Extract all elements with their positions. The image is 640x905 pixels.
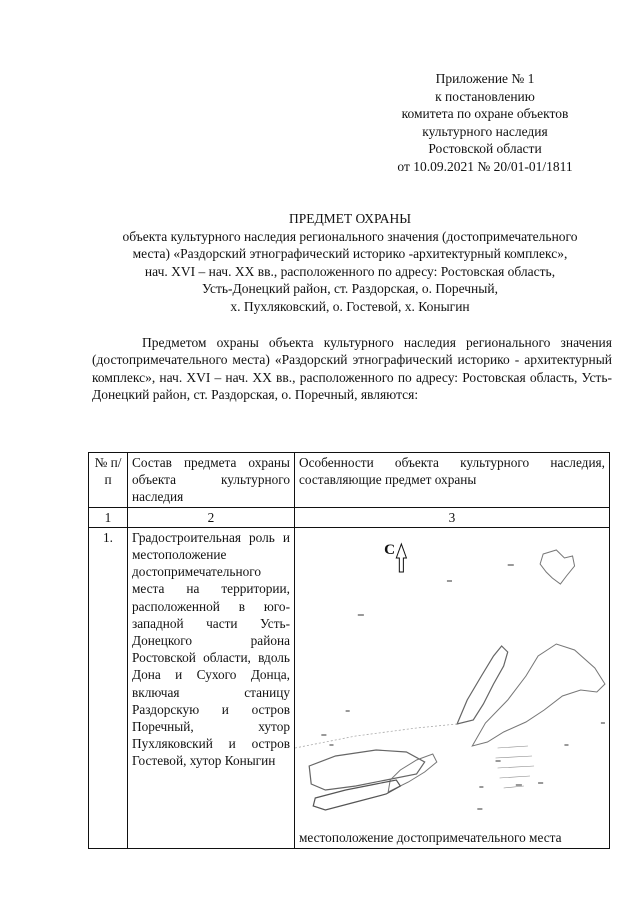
area-outline <box>309 750 424 790</box>
hatched-area <box>496 746 534 788</box>
column-number: 1 <box>89 507 128 527</box>
appendix-line: Ростовской области <box>428 141 542 157</box>
header-features: Особенности объекта культурного наследия, составляющие предмет охраны <box>295 453 610 508</box>
scattered-marks <box>321 564 605 810</box>
area-outline <box>388 754 437 792</box>
location-map <box>295 528 609 828</box>
column-number: 3 <box>295 507 610 527</box>
table-row <box>89 527 610 848</box>
row-number: 1. <box>89 527 128 848</box>
north-arrow-icon <box>396 544 406 572</box>
north-label: С <box>384 541 396 558</box>
river-line <box>295 724 457 748</box>
title-line: объекта культурного наследия регионального значения (достопримечательного <box>122 228 578 244</box>
header-composition: Состав предмета охраны объекта культурного наследия <box>128 453 295 508</box>
appendix-line: комитета по охране объектов <box>401 106 569 122</box>
intro-paragraph <box>92 334 612 404</box>
intro-text: Предметом охраны объекта культурного наследия регионального значения (достопримечательного места) «Раздорский этнографический историко - архитектурный комплекс», нач. XVI – нач. XX вв., расположенного по адресу: Ростовская область, Усть-Донецкий район, ст. Раздорская, о. Поречный, являются: <box>92 335 612 403</box>
protection-table <box>88 452 610 849</box>
document-title <box>85 210 615 315</box>
map-cell <box>295 527 610 848</box>
settlement-outline <box>540 550 574 584</box>
title-line: нач. XVI – нач. XX вв., расположенного по адресу: Ростовская область, <box>144 263 556 279</box>
column-number-row <box>89 507 610 527</box>
header-number: № п/п <box>89 453 128 508</box>
appendix-line: от 10.09.2021 № 20/01-01/1811 <box>397 158 573 174</box>
appendix-line: культурного наследия <box>422 123 548 139</box>
map-caption: местоположение достопримечательного места <box>299 829 562 845</box>
appendix-line: к постановлению <box>435 88 535 104</box>
appendix-block <box>380 70 590 176</box>
column-number: 2 <box>128 507 295 527</box>
area-outline <box>313 780 400 810</box>
title-line: х. Пухляковский, о. Гостевой, х. Коныгин <box>230 298 470 314</box>
river-bank-outline <box>457 646 508 724</box>
title-line: Усть-Донецкий район, ст. Раздорская, о. Поречный, <box>202 281 498 296</box>
table-header-row <box>89 453 610 508</box>
title-line: места) «Раздорский этнографический историко -архитектурный комплекс», <box>132 246 568 261</box>
appendix-line: Приложение № 1 <box>435 71 535 86</box>
title-heading: ПРЕДМЕТ ОХРАНЫ <box>288 211 412 226</box>
row-composition: Градостроительная роль и местоположение достопримечательного места на территории, расположенной в юго-западной части Усть-Донецкого района Ростовской области, вдоль Дона и Сухого Донца, включая станицу Раздорскую и остров Поречный, хутор Пухляковский и остров Гостевой, хутор Коныгин <box>128 527 295 848</box>
